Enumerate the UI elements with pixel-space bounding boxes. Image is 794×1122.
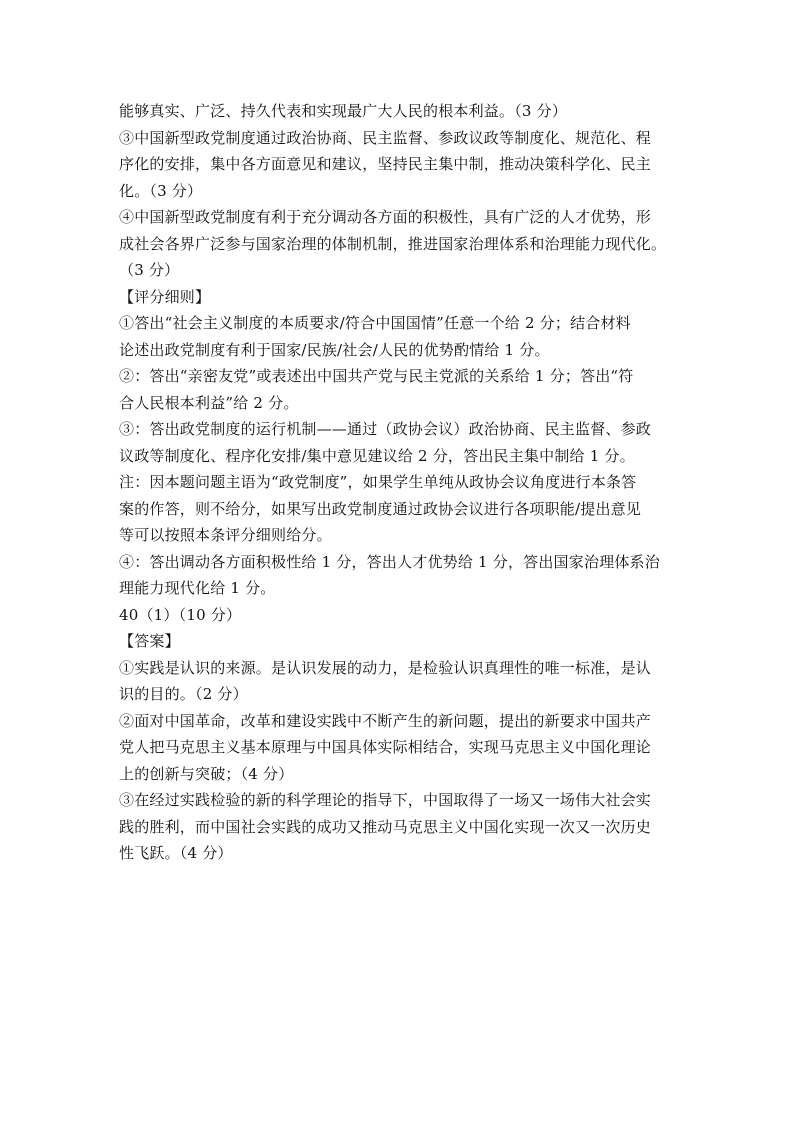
text-line: ②面对中国革命，改革和建设实践中不断产生的新问题，提出的新要求中国共产	[119, 711, 652, 730]
note-line: 案的作答，则不给分，如果写出政党制度通过政协会议进行各项职能/提出意见	[119, 499, 642, 518]
text-line: 序化的安排，集中各方面意见和建议，坚持民主集中制，推动决策科学化、民主	[119, 155, 652, 173]
text-line: 践的胜利，而中国社会实践的成功又推动马克思主义中国化实现一次又一次历史	[119, 817, 652, 836]
text-line: 论述出政党制度有利于国家/民族/社会/人民的优势酌情给 1 分。	[119, 340, 550, 359]
text-line: ③：答出政党制度的运行机制——通过（政协会议）政治协商、民主监督、参政	[119, 420, 652, 438]
text-line: （3 分）	[119, 261, 180, 279]
text-line: 合人民根本利益”给 2 分。	[119, 393, 299, 412]
text-line: 化。（3 分）	[119, 181, 203, 200]
text-line: 党人把马克思主义基本原理与中国具体实际相结合，实现马克思主义中国化理论	[119, 738, 652, 756]
section-heading: 【评分细则】	[119, 287, 211, 306]
text-line: 理能力现代化给 1 分。	[119, 579, 276, 597]
text-line: 性飞跃。（4 分）	[119, 844, 233, 862]
text-line: ②：答出“亲密友党”或表述出中国共产党与民主党派的关系给 1 分；答出“符	[119, 367, 634, 385]
text-line: 议政等制度化、程序化安排/集中意见建议给 2 分，答出民主集中制给 1 分。	[119, 446, 635, 465]
text-line: ④：答出调动各方面积极性给 1 分，答出人才优势给 1 分，答出国家治理体系治	[119, 552, 660, 571]
text-line: ③中国新型政党制度通过政治协商、民主监督、参政议政等制度化、规范化、程	[119, 128, 652, 147]
text-line: ④中国新型政党制度有利于充分调动各方面的积极性，具有广泛的人才优势，形	[119, 208, 652, 226]
text-line: ①答出“社会主义制度的本质要求/符合中国国情”任意一个给 2 分；结合材料	[119, 314, 631, 332]
text-line: 上的创新与突破；（4 分）	[119, 764, 294, 783]
text-line: 成社会各界广泛参与国家治理的体制机制，推进国家治理体系和治理能力现代化。	[119, 234, 667, 253]
text-line: ①实践是认识的来源。是认识发展的动力，是检验认识真理性的唯一标准，是认	[119, 658, 652, 677]
note-line: 等可以按照本条评分细则给分。	[119, 526, 332, 544]
section-heading: 【答案】	[119, 632, 180, 650]
question-number: 40（1）（10 分）	[119, 605, 242, 624]
answer-text-block	[119, 98, 681, 867]
note-line: 注：因本题问题主语为“政党制度”，如果学生单纯从政协会议角度进行本条答	[119, 473, 637, 491]
text-line: 识的目的。（2 分）	[119, 685, 248, 703]
text-line: ③在经过实践检验的新的科学理论的指导下，中国取得了一场又一场伟大社会实	[119, 791, 652, 809]
text-line: 能够真实、广泛、持久代表和实现最广大人民的根本利益。（3 分）	[119, 102, 568, 120]
